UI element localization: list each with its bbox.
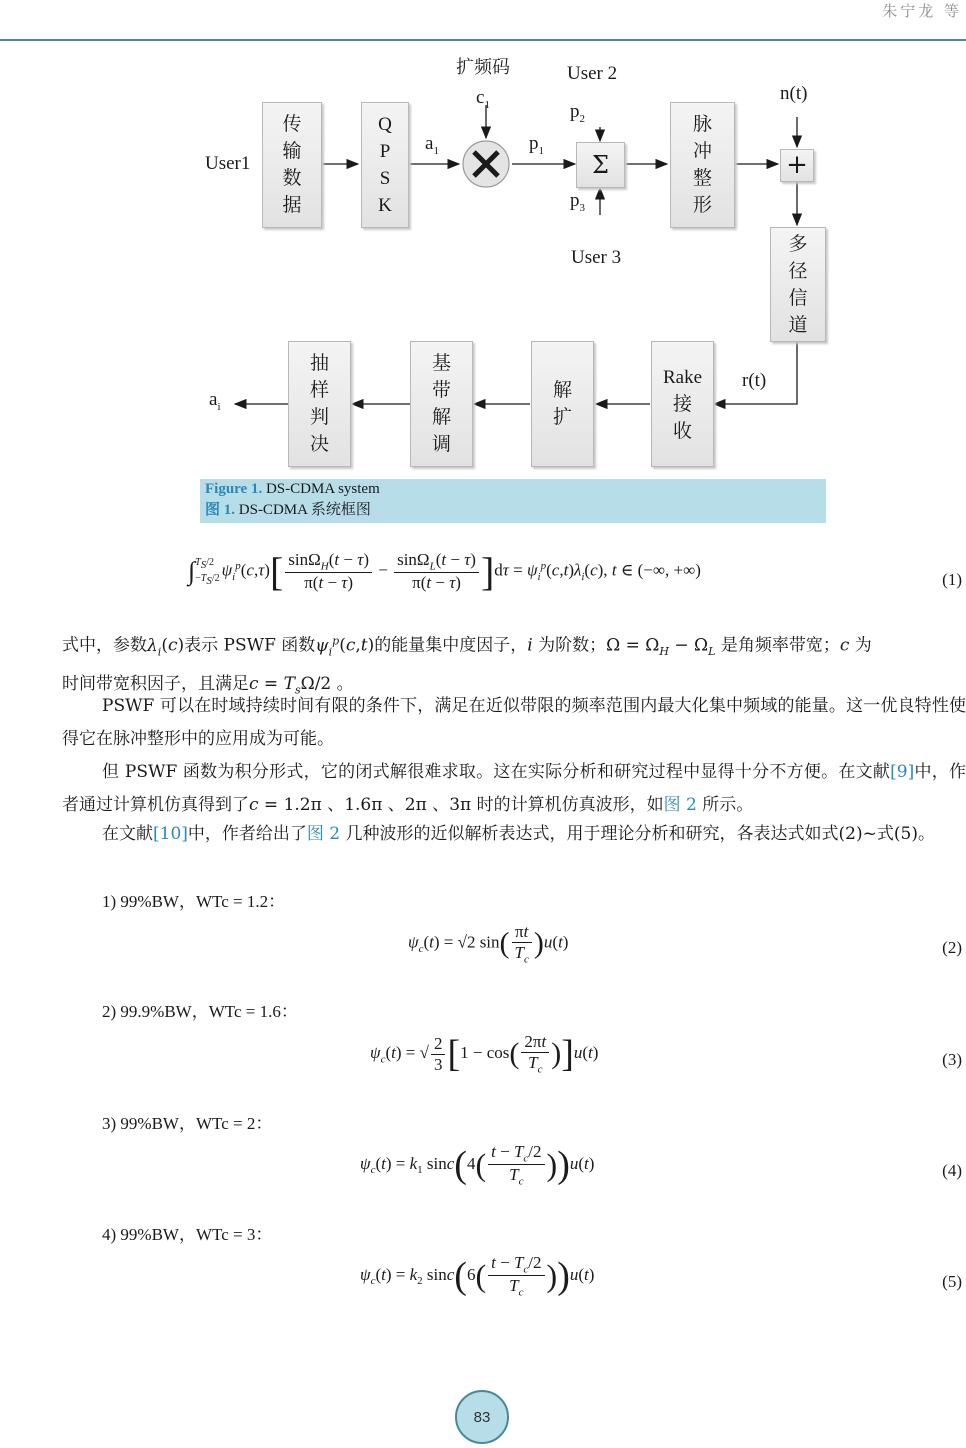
- ds-cdma-block-diagram: [0, 45, 966, 475]
- page-number: 83: [455, 1390, 509, 1444]
- equation-1-number: (1): [942, 570, 962, 589]
- caption-chinese: 图 1. DS-CDMA 系统框图: [205, 502, 371, 518]
- block-multipath-channel: 多径信道: [770, 227, 826, 342]
- label-a1: $a_1$: [425, 133, 439, 157]
- paragraph-approx-expressions: 在文献[10]中，作者给出了图 2 几种波形的近似解析表达式，用于理论分析和研究，各表达式如式(2)~式(5)。: [102, 824, 935, 844]
- item-2: 2) 99.9%BW，WTc = 1.6：: [102, 1002, 298, 1021]
- block-transmit-data: 传输数据: [262, 102, 322, 228]
- block-sample-decision: 抽样判决: [288, 341, 351, 467]
- label-p1: $p_1$: [529, 133, 544, 157]
- reference-10[interactable]: [10]: [153, 824, 188, 844]
- figure-caption: [200, 479, 826, 523]
- label-noise: n(t): [780, 83, 808, 104]
- figure-2-link-2[interactable]: 图 2: [306, 824, 341, 844]
- label-user1: User1: [205, 153, 251, 174]
- equation-4: $\psi_c(t) = k_1$ sinc(4( $\frac{t - T_c/2}{T_c}$ ))u(t): [360, 1142, 595, 1188]
- paragraph-pswf-property: PSWF 可以在时域持续时间有限的条件下，满足在近似带限的频率范围内最大化集中频域的能量。这一优良特性使得它在脉冲整形中的应用成为可能。: [62, 696, 966, 749]
- header-divider: [0, 39, 966, 41]
- caption-english: Figure 1. DS-CDMA system: [205, 481, 380, 497]
- equation-3-number: (3): [942, 1050, 962, 1069]
- item-4: 4) 99%BW，WTc = 3：: [102, 1225, 273, 1244]
- label-ai: $a_i$: [209, 389, 221, 413]
- label-spreading-code: 扩频码: [456, 57, 510, 78]
- equation-2-number: (2): [942, 938, 962, 957]
- paragraph-parameters: 式中，参数$\lambda_i(c)$表示 PSWF 函数$\psi_i^p(c,t)$的能量集中度因子，i 为阶数；$\Omega = \Omega_H - \Omega_L$ 是角频率带宽；c 为 时间带宽积因子，且满足$c = T_s\Omega/2$ 。: [62, 634, 872, 697]
- paragraph-closed-form: 但 PSWF 函数为积分形式，它的闭式解很难求取。这在实际分析和研究过程中显得十分不方便。在文献[9]中，作者通过计算机仿真得到了c = 1.2π 、1.6π 、2π 、3π 时的计算机仿真波形，如图 2 所示。: [62, 762, 966, 815]
- block-summer: Σ: [576, 142, 625, 188]
- block-baseband-demod: 基带解调: [410, 341, 473, 467]
- block-noise-adder: +: [780, 149, 814, 182]
- label-received-signal: r(t): [742, 370, 767, 391]
- equation-5-number: (5): [942, 1272, 962, 1291]
- equation-2: $\psi_c(t) = √2$ sin( $\frac{\pi t}{T_c}$ )u(t): [408, 922, 569, 966]
- label-user3: User 3: [571, 247, 622, 268]
- header-author: 朱宁龙 等: [882, 2, 962, 20]
- block-pulse-shaping: 脉冲整形: [670, 102, 735, 228]
- reference-9[interactable]: [9]: [890, 762, 915, 782]
- label-p3: $p_3$: [570, 190, 585, 214]
- block-qpsk: QPSK: [361, 102, 409, 228]
- equation-3: $\psi_c(t)$ = √ $\frac{2}{3}$ [1 − cos( $\frac{2\pi t}{T_c}$ )]u(t): [370, 1032, 599, 1076]
- equation-1: $\int T_S/2$ $-T_S/2$ $\psi_i^p(c,\tau)$[ $\frac{\sin\Omega_H(t - \tau)}{\pi(t - \tau)}$ − $\frac{\sin\Omega_L(t - \tau)}{\pi(t - \tau)}$ ]$d\tau = \psi_i^p(c,t)\lambda_i(c)$, t ∈ (−∞, +∞): [188, 549, 701, 594]
- equation-5: $\psi_c(t) = k_2$ sinc(6( $\frac{t - T_c/2}{T_c}$ ))u(t): [360, 1253, 595, 1299]
- equation-4-number: (4): [942, 1161, 962, 1180]
- block-despread: 解扩: [531, 341, 594, 467]
- item-3: 3) 99%BW，WTc = 2：: [102, 1114, 273, 1133]
- label-c1: $c_1$: [476, 87, 490, 111]
- figure-2-link[interactable]: 图 2: [663, 795, 697, 815]
- block-rake-receiver: Rake 接收: [651, 341, 714, 467]
- item-1: 1) 99%BW，WTc = 1.2：: [102, 892, 286, 911]
- label-p2: $p_2$: [570, 101, 585, 125]
- label-user2: User 2: [567, 63, 618, 84]
